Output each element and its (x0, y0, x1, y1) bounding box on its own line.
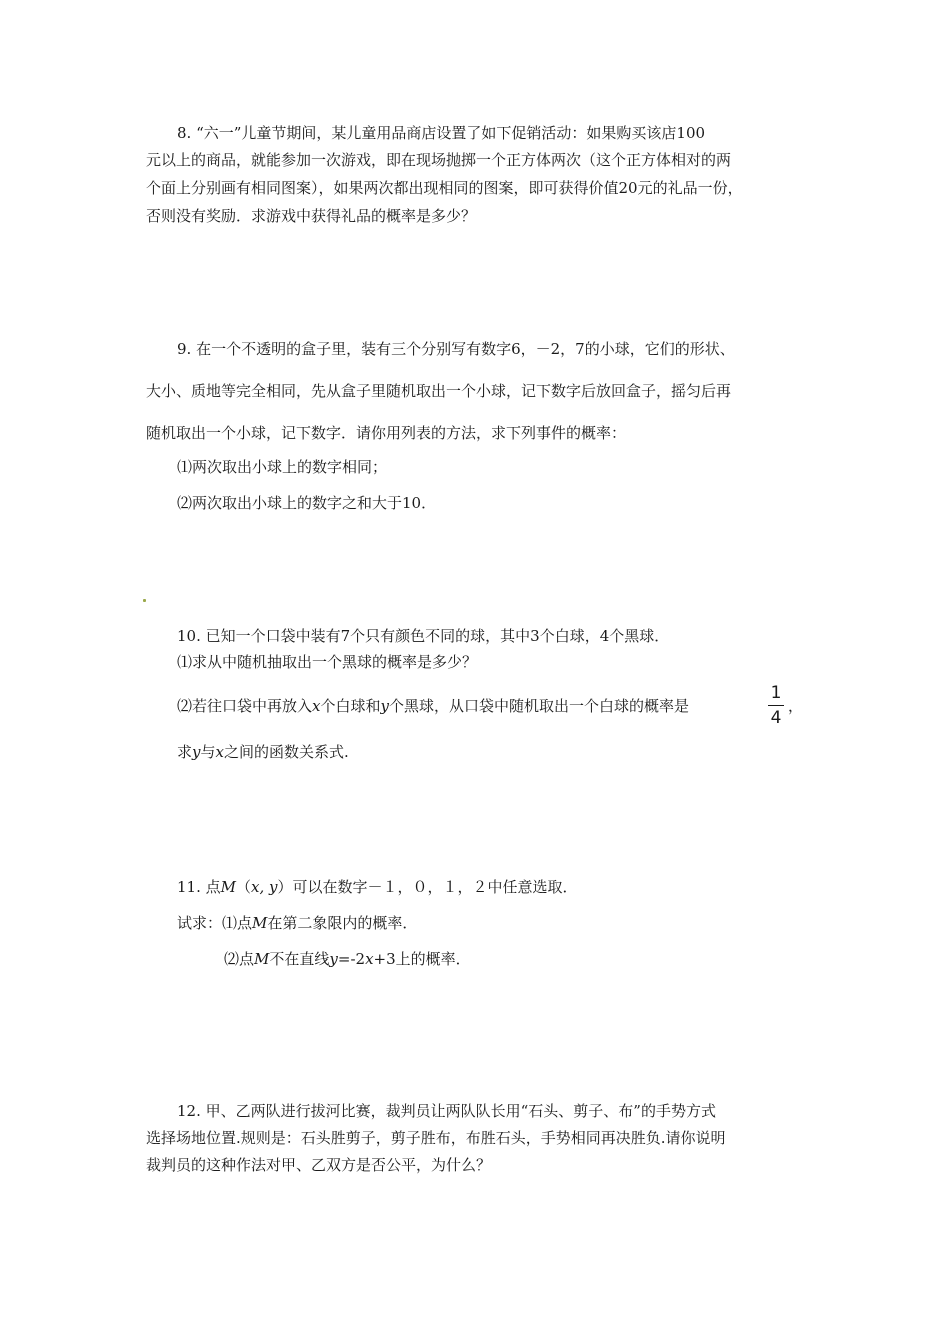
fraction-numerator: 1 (770, 683, 782, 703)
q12-line-2: 选择场地位置.规则是：石头胜剪子，剪子胜布，布胜石头，手势相同再决胜负.请你说明 (146, 1129, 726, 1147)
q10-line-3: 求y与x之间的函数关系式. (177, 743, 349, 761)
q10-line-1: 10. 已知一个口袋中装有7个只有颜色不同的球，其中3个白球，4个黑球． (177, 627, 670, 645)
q10-sub-2: ⑵若往口袋中再放入x个白球和y个黑球，从口袋中随机取出一个白球的概率是 (177, 697, 689, 715)
q9-line-1: 9. 在一个不透明的盒子里，装有三个分别写有数字6，－2，7的小球，它们的形状、 (177, 340, 735, 358)
q9-sub-1: ⑴两次取出小球上的数字相同； (177, 458, 388, 476)
q9-line-3: 随机取出一个小球，记下数字．请你用列表的方法，求下列事件的概率： (146, 424, 627, 442)
q12-line-1: 12. 甲、乙两队进行拔河比赛，裁判员让两队队长用“石头、剪子、布”的手势方式 (177, 1102, 716, 1120)
q8-line-4: 否则没有奖励．求游戏中获得礼品的概率是多少？ (146, 207, 477, 225)
q12-line-3: 裁判员的这种作法对甲、乙双方是否公平，为什么？ (146, 1156, 492, 1174)
q11-sub-1: 试求：⑴点M在第二象限内的概率． (177, 914, 418, 932)
fraction-denominator: 4 (770, 708, 782, 728)
q10-sub-1: ⑴求从中随机抽取出一个黑球的概率是多少？ (177, 653, 478, 671)
q8-line-1: 8. “六一”儿童节期间，某儿童用品商店设置了如下促销活动：如果购买该店100 (177, 124, 706, 142)
fraction-one-quarter (768, 683, 784, 728)
q9-line-2: 大小、质地等完全相同，先从盒子里随机取出一个小球，记下数字后放回盒子，摇匀后再 (146, 382, 732, 400)
q10-sub-2-comma: ， (788, 697, 804, 715)
q9-sub-2: ⑵两次取出小球上的数字之和大于10． (177, 494, 437, 512)
q8-line-2: 元以上的商品，就能参加一次游戏，即在现场抛掷一个正方体两次（这个正方体相对的两 (146, 151, 732, 169)
q8-line-3: 个面上分别画有相同图案），如果两次都出现相同的图案，即可获得价值20元的礼品一份， (146, 179, 743, 197)
stray-dot (143, 599, 146, 602)
q11-line-1: 11. 点M（x, y）可以在数字－１，０，１，２中任意选取． (177, 878, 578, 896)
q11-sub-2: ⑵点M不在直线y=-2x+3上的概率． (224, 950, 471, 968)
